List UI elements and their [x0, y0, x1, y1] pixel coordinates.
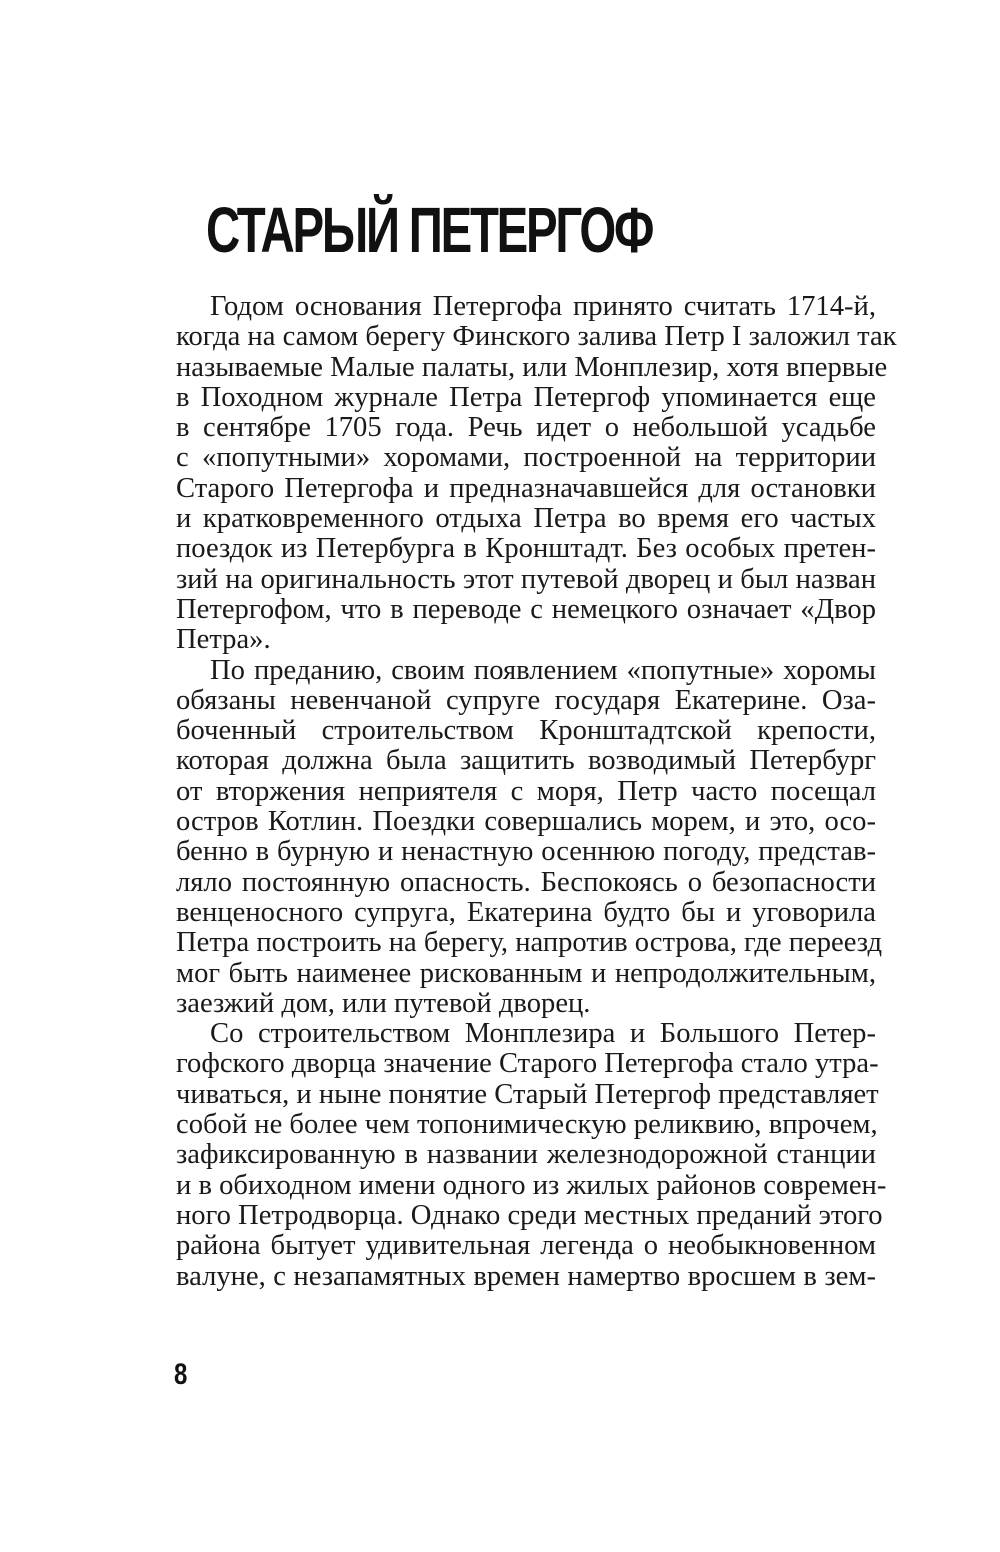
text-line: Петра». [176, 624, 271, 656]
text-line: гофского дворца значение Старого Петергофа стало утра- [176, 1048, 879, 1080]
text-line: чиваться, и ныне понятие Старый Петергоф представляет [176, 1078, 879, 1110]
text-line: Годом основания Петергофа принято считать 1714-й, [210, 291, 876, 322]
text-line: обязаны невенчаной супруге государя Екатерине. Оза- [176, 684, 876, 716]
text-line: Старого Петергофа и предназначавшейся для остановки [176, 472, 876, 504]
text-line: и в обиходном имени одного из жилых районов современ- [176, 1169, 887, 1201]
text-line: мог быть наименее рискованным и непродолжительным, [176, 957, 876, 989]
text-line: в сентябре 1705 года. Речь идет о небольшой усадьбе [176, 412, 876, 444]
text-line: остров Котлин. Поездки совершались морем, и это, осо- [176, 806, 876, 838]
text-line: которая должна была защитить возводимый Петербург [176, 745, 876, 777]
page-number: 8 [174, 1358, 188, 1391]
text-line: с «попутными» хоромами, построенной на территории [176, 442, 876, 474]
text-line: района бытует удивительная легенда о необыкновенном [176, 1230, 876, 1262]
text-line: По преданию, своим появлением «попутные» хоромы [210, 654, 876, 686]
body-text [176, 291, 897, 1292]
text-line: бенно в бурную и ненастную осеннюю погоду, представ- [176, 836, 876, 868]
text-line: в Походном журнале Петра Петергоф упоминается еще [176, 381, 876, 413]
text-line: ного Петродворца. Однако среди местных преданий этого [176, 1199, 883, 1231]
text-line: от вторжения неприятеля с моря, Петр часто посещал [176, 775, 876, 807]
text-line: валуне, с незапамятных времен намертво вросшем в зем- [176, 1260, 876, 1292]
text-line: заезжий дом, или путевой дворец. [176, 987, 591, 1019]
text-line: зафиксированную в названии железнодорожной станции [176, 1139, 876, 1171]
text-line: когда на самом берегу Финского залива Петр I заложил так [176, 321, 897, 353]
text-line: Петра построить на берегу, напротив острова, где переезд [176, 927, 883, 959]
chapter-title: СТАРЫЙ ПЕТЕРГОФ [206, 194, 653, 266]
text-line: и кратковременного отдыха Петра во время его частых [176, 503, 876, 535]
text-line: поездок из Петербурга в Кронштадт. Без особых претен- [176, 533, 876, 565]
text-line: Со строительством Монплезира и Большого Петер- [210, 1018, 876, 1050]
text-line: называемые Малые палаты, или Монплезир, хотя впервые [176, 351, 888, 383]
text-line: Петергофом, что в переводе с немецкого означает «Двор [176, 593, 876, 625]
text-line: ляло постоянную опасность. Беспокоясь о безопасности [176, 866, 876, 898]
text-line: собой не более чем топонимическую реликвию, впрочем, [176, 1109, 878, 1141]
text-line: боченный строительством Кронштадтской крепости, [176, 715, 876, 747]
text-line: зий на оригинальность этот путевой дворец и был назван [176, 563, 876, 595]
text-line: венценосного супруга, Екатерина будто бы и уговорила [176, 896, 876, 928]
